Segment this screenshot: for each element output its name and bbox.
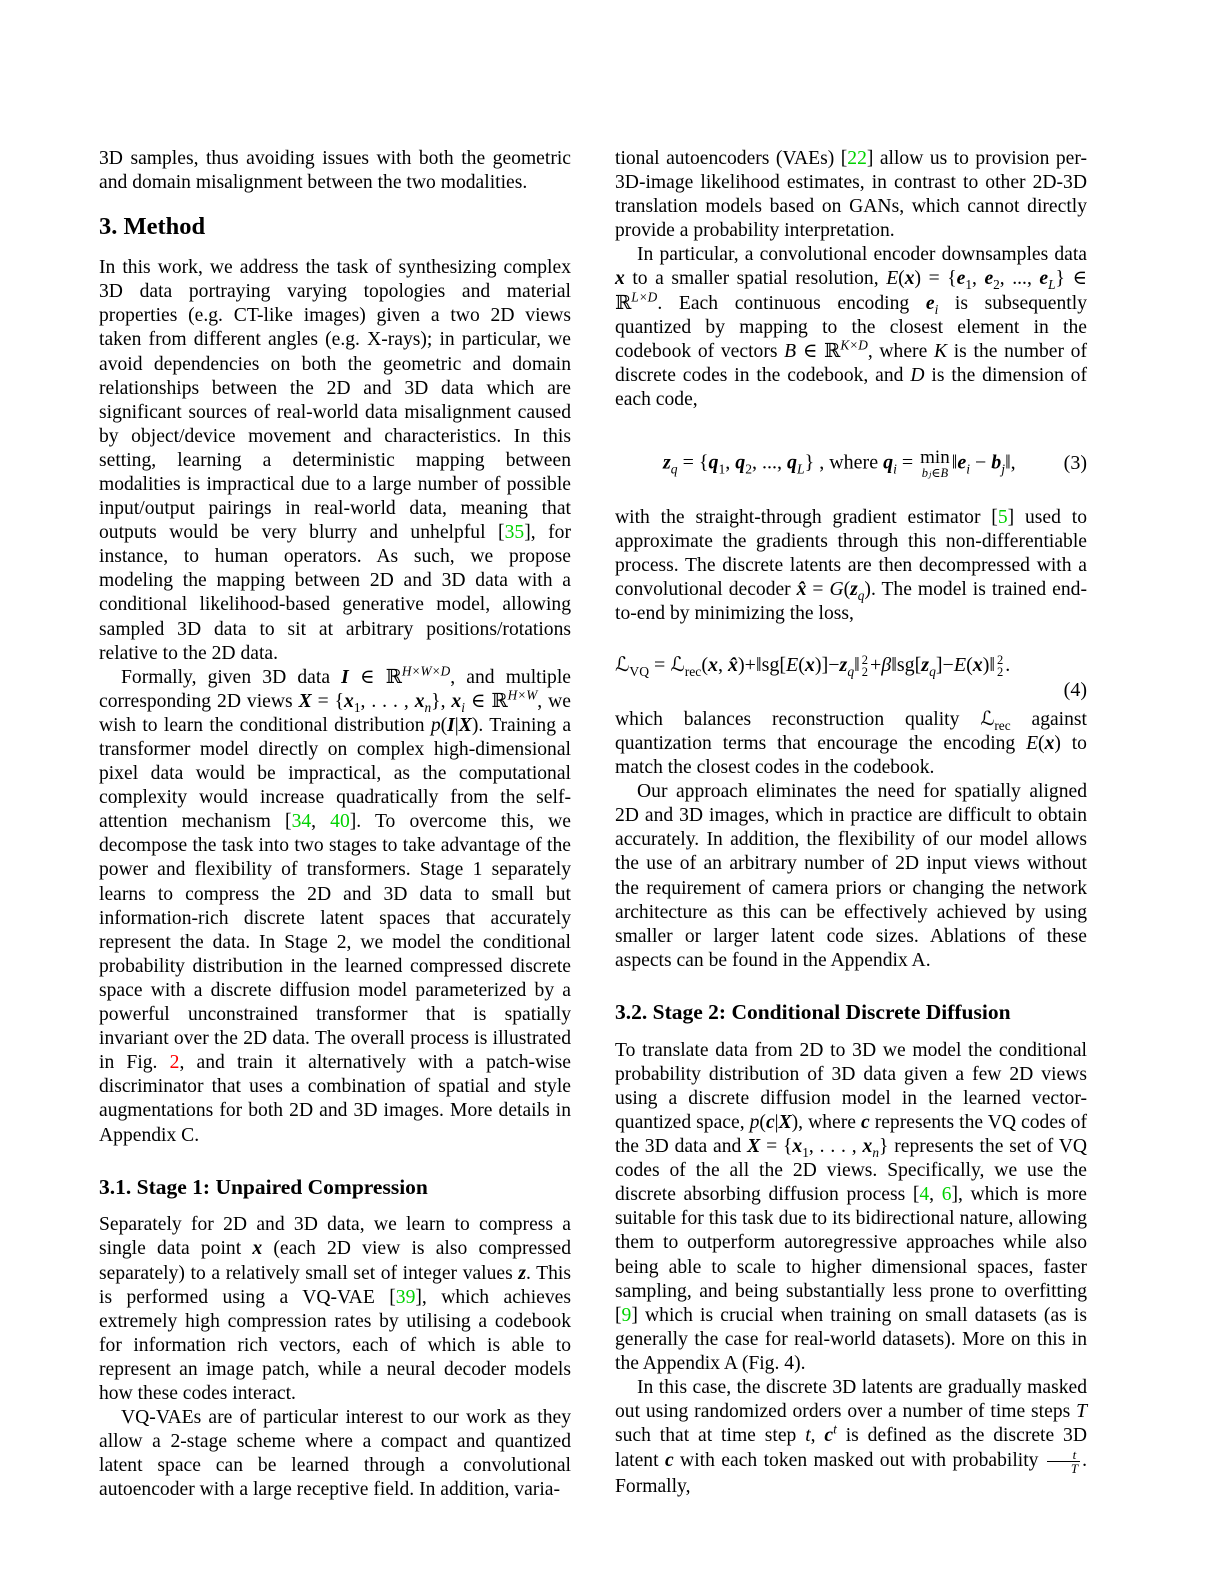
text-run: ) to match the closest codes in the codebook. <box>615 733 1087 779</box>
text-run: , <box>725 451 736 474</box>
text-run: + <box>869 654 882 676</box>
equation <box>615 652 1087 702</box>
text-run: Formally, given 3D data <box>121 666 342 688</box>
text-run: x <box>414 690 425 712</box>
text-run: z <box>839 654 848 676</box>
text-run: = <box>806 578 830 600</box>
text-run: 2 <box>993 277 1000 293</box>
text-run: is the dimension of each code, <box>615 364 1087 410</box>
text-run: is the number of discrete codes in the codebook, and <box>615 340 1088 386</box>
text-run: ∈ ℝ <box>464 690 508 712</box>
text-run: ‖ <box>854 654 860 676</box>
text-run: 3.1. Stage 1: Unpaired Compression <box>99 1174 428 1199</box>
text-run: tional autoencoders (VAEs) [ <box>615 148 848 169</box>
text-run: x <box>904 268 915 290</box>
text-run: , and train it alternatively with a patch-wise discriminator that uses a combination of spatial and style augmentations for both 2D and 3D images. More details in Appendix C. <box>99 1052 571 1146</box>
text-run: } represents the set of VQ codes of the all the 2D views. Specifically, we use the discrete absorbing diffusion process [ <box>615 1136 1088 1206</box>
text-run: = <box>649 654 671 676</box>
fraction-denominator: T <box>1047 1461 1080 1475</box>
text-run: , where <box>867 340 934 362</box>
text-run: To translate data from 2D to 3D we model the conditional probability distribution of 3D data given a few 2D views using a discrete diffusion model in the learned vector-quantized space, <box>615 1039 1087 1133</box>
text-run: L×D <box>631 289 658 305</box>
text-run: T <box>1076 1401 1087 1423</box>
text-run: ) = { <box>914 268 957 290</box>
text-run: ℒ <box>980 708 995 730</box>
text-run: x <box>615 268 625 290</box>
text-run: 1 <box>353 699 361 715</box>
paragraph <box>99 663 572 1148</box>
text-run: ]. To overcome this, we decompose the task into two stages to take advantage of the power and flexibility of transformers. Stage 1 separately learns to compress the 2D and 3D data to small but information-rich discrete latent spaces that accurately represent the data. In Stage 2, we model the conditional probability distribution in the learned compressed discrete space with a discrete diffusion model parameterized by a powerful unconstrained transformer that is spatially invariant over the 2D data. The overall process is illustrated in Fig. <box>99 811 571 1074</box>
text-run: I <box>341 666 349 688</box>
text-run: }, <box>431 690 452 712</box>
paragraph <box>615 147 1087 243</box>
text-run: ℒ <box>615 654 630 676</box>
text-run: )‖ <box>982 654 996 676</box>
text-run: q <box>787 451 798 474</box>
text-run: i <box>461 699 465 715</box>
citation-link[interactable]: 6 <box>941 1184 952 1206</box>
text-run: . Formally, <box>615 1450 1087 1498</box>
norm-subscript: 2 <box>861 665 868 680</box>
text-run: x̂ <box>796 578 807 600</box>
text-run: , <box>718 654 729 676</box>
text-run: 1 <box>718 461 726 477</box>
text-run: ). Training a transformer model directly on complex high-dimensional pixel data would be impractical, as the computational complexity would increase quadratically from the self-attention mechanism [ <box>99 714 572 833</box>
text-run: x̂ <box>728 654 739 676</box>
text-run: is defined as the discrete 3D latent <box>615 1425 1088 1472</box>
text-run: (each 2D view is also compressed separately) to a relatively small set of integer values <box>99 1238 571 1284</box>
text-run: H×W <box>507 687 538 703</box>
text-run: x <box>804 654 815 676</box>
text-run: . Each continuous encoding <box>657 292 926 314</box>
citation-link[interactable]: 34 <box>291 811 312 833</box>
text-run: rec <box>684 664 702 679</box>
text-run: x <box>1044 733 1055 754</box>
text-run: In particular, a convolutional encoder downsamples data <box>637 244 1087 266</box>
text-run: VQ-VAEs are of particular interest to our work as they allow a 2-stage scheme where a compact and quantized latent space can be learned through a convolutional autoencoder with a large receptive field. In addition, varia- <box>99 1407 571 1501</box>
text-run: ( <box>440 714 448 736</box>
page-content <box>99 147 1087 1502</box>
text-run: 3D samples, thus avoiding issues with both the geometric and domain misalignment between the two modalities. <box>99 148 571 194</box>
text-run: ∈ ℝ <box>348 666 402 688</box>
equation-body <box>615 652 1011 680</box>
text-run: , . . . , <box>360 690 415 712</box>
text-run: which balances reconstruction quality <box>615 708 981 730</box>
min-constraint: bⱼ∈B <box>921 466 949 481</box>
text-run: K×D <box>840 337 868 353</box>
text-run: c <box>860 1111 870 1133</box>
paragraph <box>615 1376 1087 1499</box>
text-run: L <box>1048 277 1056 293</box>
text-run: , we wish to learn the conditional distribution <box>99 690 571 736</box>
text-run: − <box>970 451 992 474</box>
text-run: , ..., <box>752 451 788 474</box>
text-run: X <box>298 690 312 712</box>
text-run: Separately for 2D and 3D data, we learn to compress a single data point <box>99 1214 571 1260</box>
text-run: ], for instance, to human operators. As such, we propose modeling the mapping between 2D and 3D data with a conditional likelihood-based generative model, allowing sampled 3D data to sit at arbitrary positions/rotations relative to the 2D data. <box>99 522 572 664</box>
text-run: ), where <box>791 1111 861 1133</box>
text-run: i <box>893 461 897 477</box>
paragraph <box>99 147 571 195</box>
text-run: ( <box>1038 733 1045 754</box>
text-run: i <box>966 461 970 477</box>
text-run: 3. Method <box>99 213 206 241</box>
equation-number: (3) <box>1063 452 1087 475</box>
paragraph <box>615 506 1087 626</box>
text-run: n <box>872 1144 879 1160</box>
text-run: , <box>971 268 985 290</box>
text-run: β <box>881 654 892 676</box>
text-run: = <box>896 451 919 474</box>
text-run: ( <box>798 654 805 676</box>
text-run: represents the VQ codes of the 3D data and <box>615 1111 1087 1158</box>
text-run: ‖ <box>951 451 958 474</box>
text-run: K <box>933 340 948 362</box>
citation-link[interactable]: 22 <box>847 148 867 169</box>
squared-norm-exponent <box>862 654 868 679</box>
text-run: 1 <box>965 277 972 293</box>
text-run: ‖, <box>1005 451 1016 474</box>
text-run: )]− <box>814 654 840 676</box>
text-run: I <box>447 714 455 736</box>
text-run: 1 <box>802 1144 809 1160</box>
text-run: Our approach eliminates the need for spatially aligned 2D and 3D images, which in practice are difficult to obtain accurately. In addition, the flexibility of our model allows the use of an arbitrary number of 2D input views without the requirement of camera priors or changing the network architecture as this can be effectively achieved by using smaller or larger latent code sizes. Ablations of these aspects can be found in the Appendix A. <box>615 781 1087 971</box>
text-run: D <box>910 364 925 386</box>
left-column <box>99 147 571 1502</box>
paragraph <box>615 1039 1087 1376</box>
citation-link[interactable]: 39 <box>395 1286 416 1308</box>
text-run: q <box>857 587 865 603</box>
text-run: i <box>934 301 939 317</box>
text-run: )+‖sg[ <box>738 654 787 676</box>
squared-norm-exponent <box>997 654 1003 679</box>
text-run: z <box>921 654 930 676</box>
text-run: . This is performed using a VQ-VAE [ <box>99 1262 571 1308</box>
inline-fraction <box>1047 1448 1080 1475</box>
text-run: ], which is more suitable for this task due to its bidirectional nature, allowing them to outperform autoregressive approaches while also being able to scale to higher dimensional spaces, faster sampling, and being substantially less prone to overfitting [ <box>615 1184 1087 1326</box>
text-run: q <box>670 461 678 477</box>
paragraph <box>99 1213 571 1406</box>
text-run: ], which achieves extremely high compression rates by utilising a codebook for information rich vectors, each of which is able to represent an image patch, while a neural decoder models how these codes interact. <box>99 1286 571 1404</box>
text-run: , and multiple corresponding 2D views <box>99 666 571 712</box>
text-run: q <box>929 664 936 679</box>
citation-link[interactable]: 40 <box>330 811 350 833</box>
equation-number: (4) <box>1063 678 1087 701</box>
text-run: ( <box>898 268 905 290</box>
min-underset <box>920 448 950 480</box>
text-run: q <box>883 451 894 474</box>
citation-link[interactable]: 9 <box>621 1304 632 1326</box>
subsection-heading <box>615 1000 1087 1025</box>
text-run: against quantization terms that encourage the encoding <box>615 708 1087 754</box>
text-run: x <box>708 654 719 676</box>
norm-subscript: 2 <box>997 665 1004 680</box>
text-run: p <box>430 714 441 736</box>
text-run: e <box>1039 268 1049 290</box>
text-run: c <box>824 1425 834 1447</box>
figure-ref-link[interactable]: 2 <box>169 1052 180 1074</box>
text-run: e <box>984 268 994 290</box>
paragraph <box>615 708 1087 780</box>
text-run: , ..., <box>999 268 1040 290</box>
min-operator: min <box>920 447 950 469</box>
subsection-heading <box>99 1175 571 1200</box>
text-run: ‖sg[ <box>891 654 922 676</box>
text-run: x <box>972 654 983 676</box>
text-run: E <box>786 654 799 676</box>
text-run: c <box>664 1450 674 1472</box>
text-run: is subsequently quantized by mapping to the closest element in the codebook of vectors <box>615 292 1087 362</box>
text-run: q <box>708 451 719 474</box>
text-run: | <box>454 714 459 736</box>
text-run: p <box>749 1111 760 1133</box>
text-run: , <box>810 1425 825 1447</box>
text-run: E <box>1026 733 1039 754</box>
text-run: t <box>833 1421 837 1437</box>
paragraph <box>615 243 1087 412</box>
text-run: ]− <box>935 654 954 676</box>
text-run: x <box>862 1136 873 1158</box>
citation-link[interactable]: 5 <box>997 506 1008 528</box>
norm-superscript: 2 <box>861 652 868 667</box>
text-run: ] allow us to provision per-3D-image likelihood estimates, in contrast to other 2D-3D translation models based on GANs, which cannot directly provide a probability interpretation. <box>615 148 1088 242</box>
text-run: ( <box>701 654 709 676</box>
text-run: H×W×D <box>401 663 451 679</box>
text-run: | <box>774 1111 779 1133</box>
equation <box>615 448 1087 480</box>
text-run: with each token masked out with probability <box>673 1450 1045 1472</box>
text-run: such that at time step <box>615 1425 806 1447</box>
text-run: j <box>1001 461 1006 477</box>
paragraph <box>99 1406 571 1502</box>
text-run: E <box>953 654 967 676</box>
text-run: X <box>778 1111 792 1133</box>
text-run: x <box>344 690 354 712</box>
text-run: to a smaller spatial resolution, <box>624 268 887 290</box>
text-run: t <box>805 1425 811 1447</box>
text-run: x <box>252 1238 263 1260</box>
text-run: } ∈ ℝ <box>615 268 1088 314</box>
paragraph <box>99 256 571 666</box>
text-run: ). The model is trained end-to-end by minimizing the loss, <box>615 578 1087 624</box>
text-run: = { <box>311 690 345 712</box>
text-run: e <box>957 451 967 474</box>
right-column <box>615 147 1087 1502</box>
text-run: n <box>424 699 432 715</box>
text-run: ( <box>843 578 851 600</box>
text-run: X <box>458 714 472 736</box>
text-run: b <box>991 451 1002 474</box>
text-run: c <box>765 1111 775 1133</box>
text-run: ] which is crucial when training on small datasets (as is generally the case for real-world datasets). More on this in the Appendix A (Fig. 4). <box>615 1304 1087 1374</box>
text-run: = { <box>760 1136 793 1158</box>
fraction-numerator: t <box>1072 1447 1077 1463</box>
text-run: ( <box>759 1111 766 1133</box>
norm-superscript: 2 <box>997 652 1004 667</box>
text-run: L <box>797 461 805 477</box>
text-run: , <box>311 811 331 833</box>
equation-body <box>615 448 1064 480</box>
text-run: VQ <box>629 664 650 679</box>
text-run: E <box>886 268 899 290</box>
text-run: X <box>747 1136 761 1158</box>
text-run: q <box>735 451 746 474</box>
text-run: = { <box>677 451 709 474</box>
text-run: ℒ <box>670 654 685 676</box>
text-run: z <box>518 1262 526 1284</box>
citation-link[interactable]: 35 <box>504 522 525 544</box>
text-run: ] used to approximate the gradients through this non-differentiable process. The discrete latents are then decompressed with a convolutional decoder <box>615 506 1087 600</box>
text-run: with the straight-through gradient estimator [ <box>615 506 998 528</box>
paragraph <box>615 780 1087 973</box>
text-run: B <box>784 340 797 362</box>
text-run: rec <box>994 717 1011 733</box>
text-run: q <box>847 664 855 679</box>
text-run: 2 <box>745 461 753 477</box>
text-run: e <box>925 292 935 314</box>
citation-link[interactable]: 4 <box>919 1184 930 1206</box>
text-run: G <box>829 578 844 600</box>
text-run: In this case, the discrete 3D latents are gradually masked out using randomized orders over a number of time steps <box>615 1376 1087 1423</box>
text-run: ∈ ℝ <box>796 340 841 362</box>
text-run: ( <box>966 654 973 676</box>
text-run: , <box>929 1184 942 1206</box>
text-run: , . . . , <box>808 1136 863 1158</box>
text-run: . <box>1005 654 1011 676</box>
text-run: x <box>451 690 462 712</box>
text-run: z <box>662 451 671 474</box>
section-heading <box>99 214 571 241</box>
text-run: z <box>850 578 858 600</box>
text-run: x <box>792 1136 803 1158</box>
text-run: In this work, we address the task of synthesizing complex 3D data portraying varying topologies and material properties (e.g. CT-like images) given a two 2D views taken from different angles (e.g. X-rays); in particular, we avoid dependencies on both the geometric and domain relationships between the 2D and 3D data which are significant sources of real-world data misalignment caused by object/device movement and characteristics. In this setting, learning a deterministic mapping between modalities is impractical due to a large number of possible input/output pairings in real-world data, meaning that outputs would be very blurry and unhelpful [ <box>99 257 571 544</box>
text-run: 3.2. Stage 2: Conditional Discrete Diffusion <box>615 999 1011 1024</box>
text-run: e <box>956 268 966 290</box>
text-run: } , where <box>804 451 884 474</box>
